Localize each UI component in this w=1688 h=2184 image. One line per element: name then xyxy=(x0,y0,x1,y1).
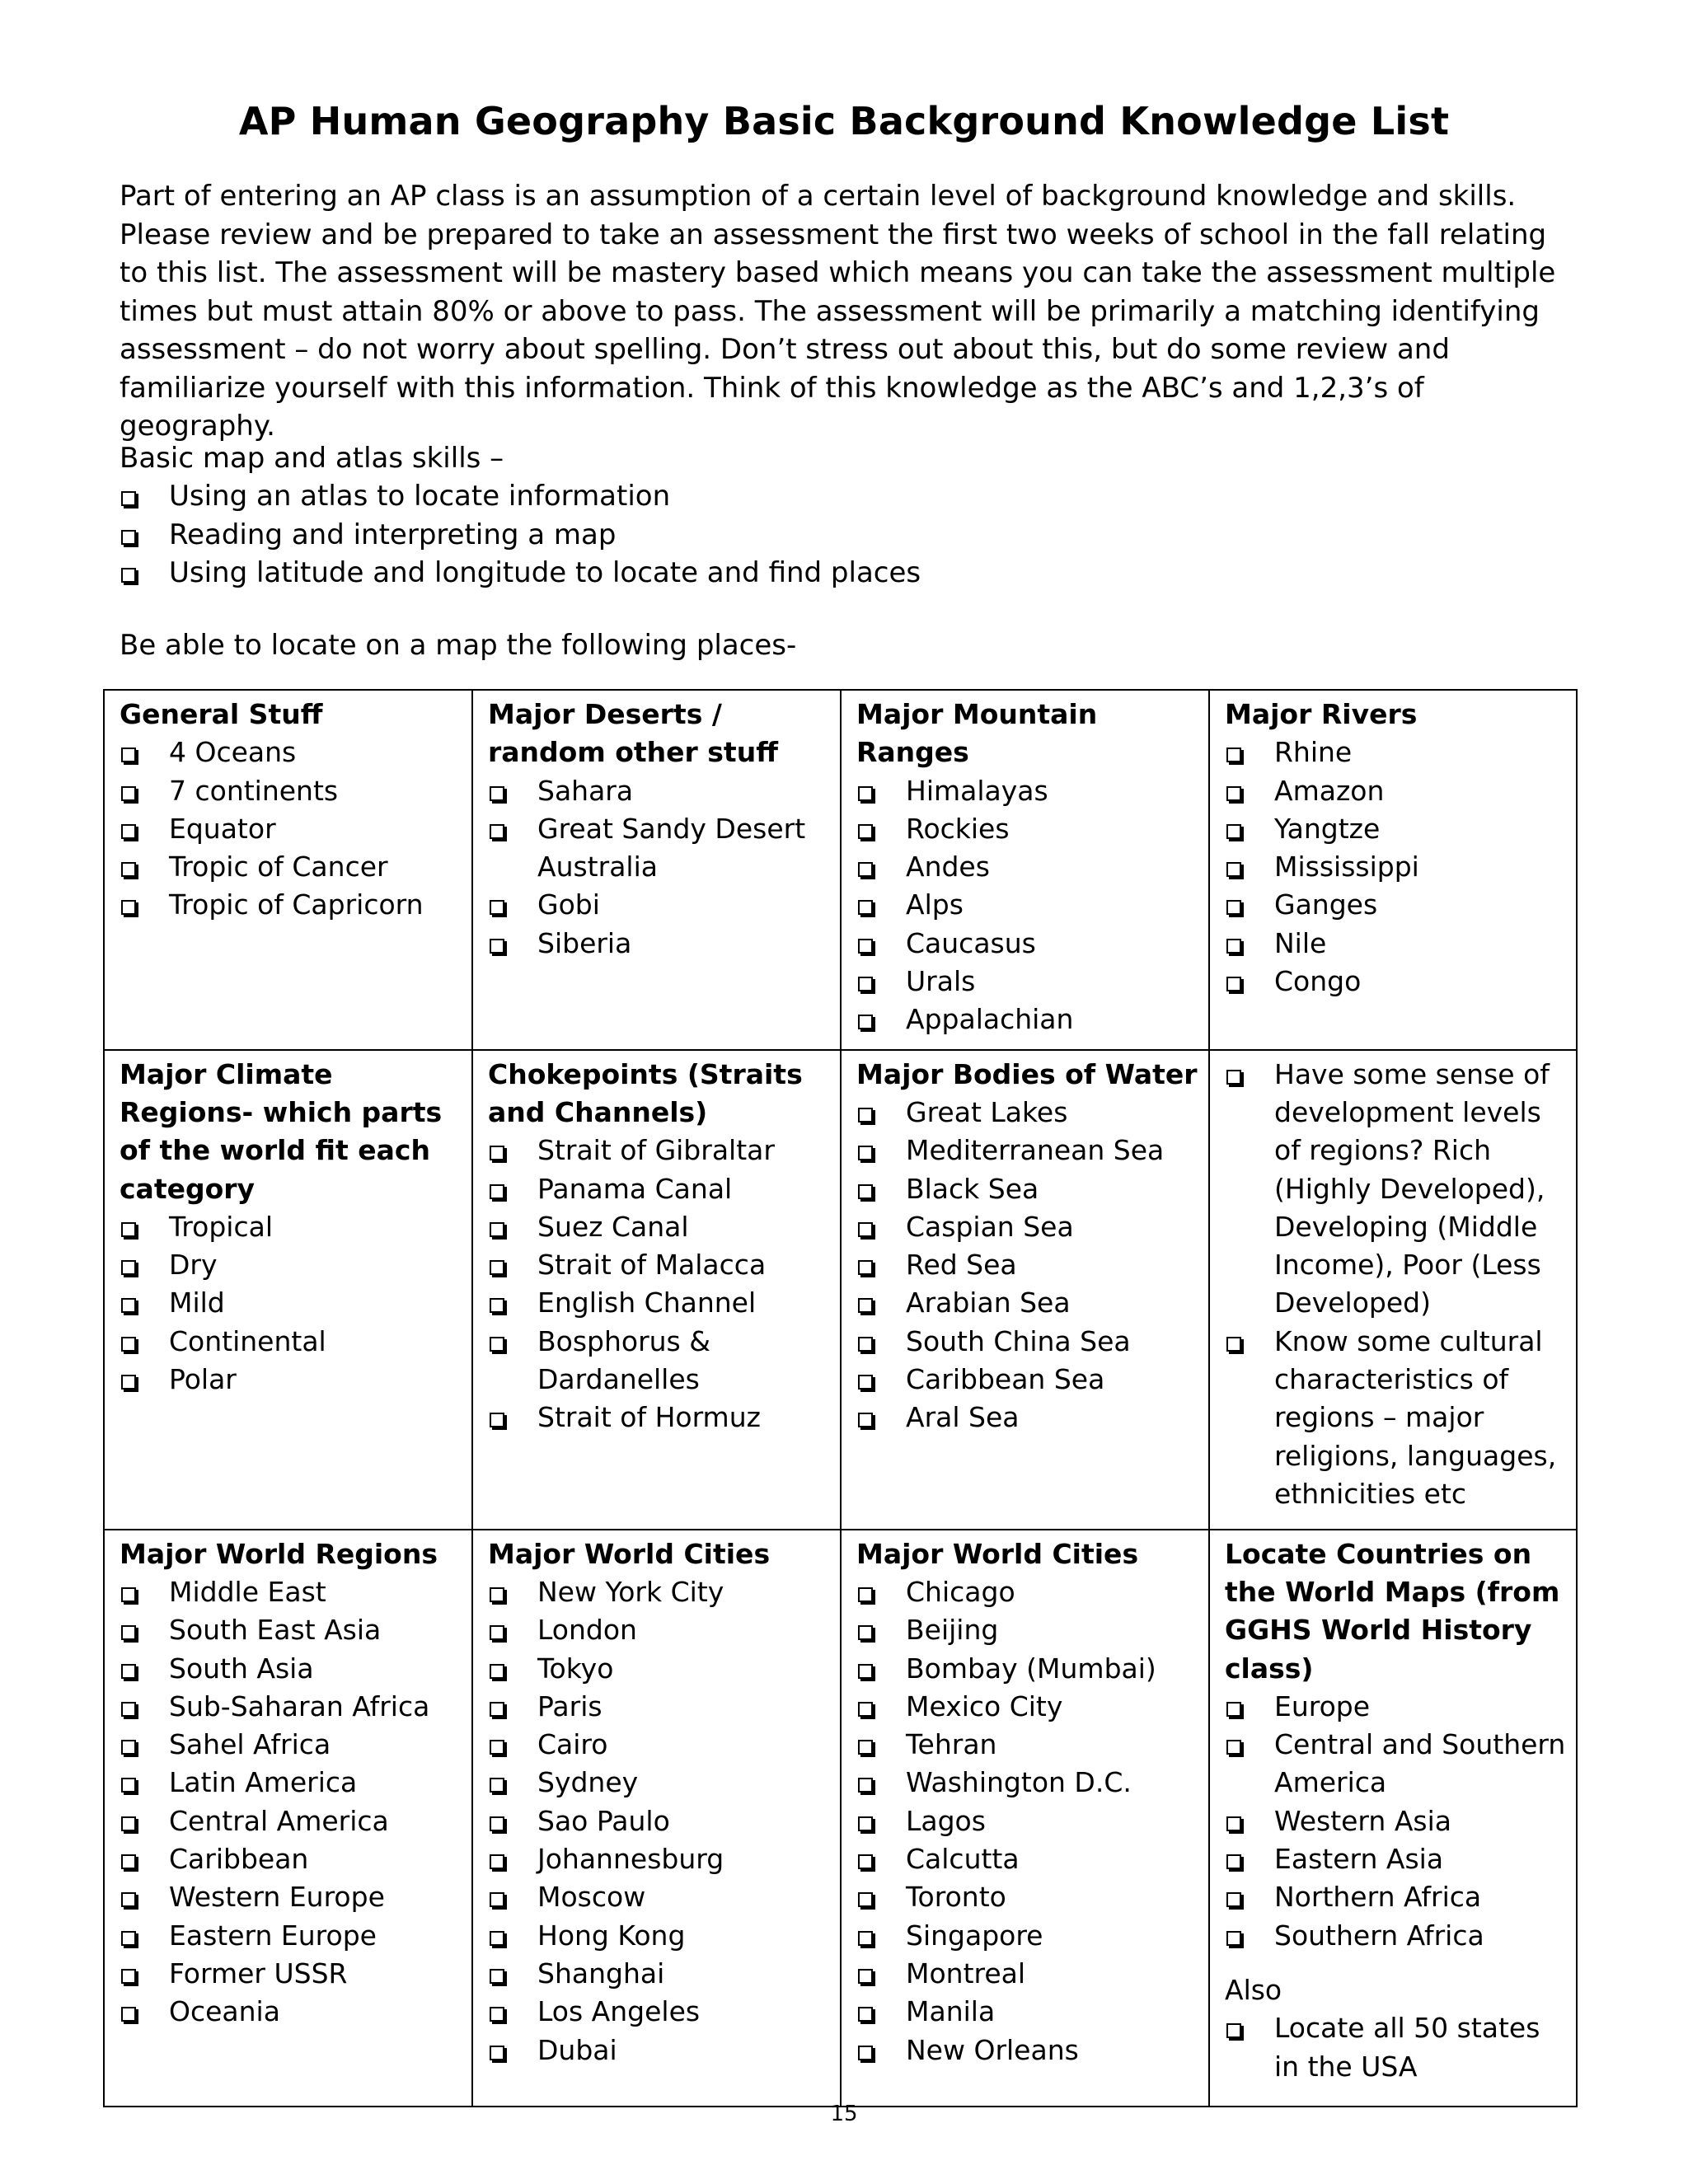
cell-water xyxy=(841,1050,1209,1530)
cell-cities-1 xyxy=(472,1530,841,2107)
checklist-item: Southern Africa xyxy=(1225,1917,1568,1955)
checklist xyxy=(1225,2009,1568,2086)
locate-heading: Be able to locate on a map the following places- xyxy=(120,629,797,662)
checklist-item: Western Europe xyxy=(120,1878,463,1916)
checklist-item: Rockies xyxy=(856,810,1200,848)
checklist xyxy=(856,772,1200,1039)
checklist-item: Caucasus xyxy=(856,925,1200,963)
intro-paragraph: Part of entering an AP class is an assumption of a certain level of background knowledge and skills. Please review and be prepared to take an assessment the first two weeks of school in the fall relating to this list. The assessment will be mastery based which means you can take the assessment multiple times but must attain 80% or above to pass. The assessment will be primarily a matching identifying assessment – do not worry about spelling. Don’t stress out about this, but do some review and familiarize yourself with this information. Think of this knowledge as the ABC’s and 1,2,3’s of geography. xyxy=(120,180,1556,443)
checklist-item: Europe xyxy=(1225,1688,1568,1726)
checklist-item: Locate all 50 states in the USA xyxy=(1225,2009,1568,2086)
cell-mountains xyxy=(841,690,1209,1050)
checklist xyxy=(488,1132,832,1436)
checklist-item: Mild xyxy=(120,1284,463,1322)
checklist-item: Chicago xyxy=(856,1573,1200,1611)
checklist-item: Los Angeles xyxy=(488,1993,832,2031)
checklist-item: Paris xyxy=(488,1688,832,1726)
checklist-item: Central and Southern America xyxy=(1225,1726,1568,1802)
checklist-item: London xyxy=(488,1611,832,1649)
also-label: Also xyxy=(1225,1973,1282,2006)
checklist-item: Middle East xyxy=(120,1573,463,1611)
checklist-item: Andes xyxy=(856,848,1200,886)
cell-climate xyxy=(104,1050,472,1530)
checklist xyxy=(1225,1056,1568,1514)
places-table xyxy=(103,689,1578,2107)
checklist xyxy=(856,1094,1200,1437)
checklist-item: Central America xyxy=(120,1802,463,1840)
cell-rivers xyxy=(1209,690,1577,1050)
checklist-item: Gobi xyxy=(488,886,832,924)
checklist-item: Polar xyxy=(120,1361,463,1399)
page-title: AP Human Geography Basic Background Knowledge List xyxy=(238,99,1450,143)
checklist-item: Arabian Sea xyxy=(856,1284,1200,1322)
page-number: 15 xyxy=(830,2102,858,2126)
cell-heading: Chokepoints (Straits and Channels) xyxy=(488,1057,803,1128)
checklist-item: Equator xyxy=(120,810,463,848)
checklist-item: Strait of Hormuz xyxy=(488,1399,832,1436)
checklist-item: Great Lakes xyxy=(856,1094,1200,1132)
checklist-item: English Channel xyxy=(488,1284,832,1322)
checklist-item: Caribbean Sea xyxy=(856,1361,1200,1399)
checklist-item: Sao Paulo xyxy=(488,1802,832,1840)
checklist-item: Siberia xyxy=(488,925,832,963)
checklist-item: Urals xyxy=(856,963,1200,1001)
checklist-item: Using latitude and longitude to locate and find places xyxy=(120,554,921,593)
cell-general-stuff xyxy=(104,690,472,1050)
cell-deserts xyxy=(472,690,841,1050)
checklist-item: Amazon xyxy=(1225,772,1568,810)
checklist-item: Washington D.C. xyxy=(856,1764,1200,1802)
checklist xyxy=(1225,1688,1568,1955)
cell-heading: Major Mountain Ranges xyxy=(856,698,1098,769)
checklist-item: Cairo xyxy=(488,1726,832,1764)
checklist-item: New Orleans xyxy=(856,2032,1200,2069)
checklist-item: Great Sandy Desert Australia xyxy=(488,810,832,887)
checklist-item: Tropical xyxy=(120,1208,463,1246)
checklist-item: Using an atlas to locate information xyxy=(120,477,921,516)
checklist-item: Oceania xyxy=(120,1993,463,2031)
cell-chokepoints xyxy=(472,1050,841,1530)
checklist-item: Toronto xyxy=(856,1878,1200,1916)
checklist-item: Congo xyxy=(1225,963,1568,1001)
checklist-item: Nile xyxy=(1225,925,1568,963)
checklist-item: New York City xyxy=(488,1573,832,1611)
checklist-item: Lagos xyxy=(856,1802,1200,1840)
checklist-item: Panama Canal xyxy=(488,1170,832,1208)
cell-heading: Major World Cities xyxy=(856,1537,1139,1570)
checklist-item: Bombay (Mumbai) xyxy=(856,1650,1200,1688)
checklist-item: Rhine xyxy=(1225,733,1568,771)
checklist-item: Appalachian xyxy=(856,1001,1200,1038)
checklist-item: Calcutta xyxy=(856,1840,1200,1878)
checklist-item: Shanghai xyxy=(488,1955,832,1993)
checklist-item: Reading and interpreting a map xyxy=(120,516,921,555)
checklist-item: South East Asia xyxy=(120,1611,463,1649)
checklist xyxy=(488,772,832,963)
checklist xyxy=(120,1208,463,1399)
checklist-item: Continental xyxy=(120,1323,463,1361)
checklist-item: Caspian Sea xyxy=(856,1208,1200,1246)
checklist-item: Have some sense of development levels of regions? Rich (Highly Developed), Developing (Middle Income), Poor (Less Developed) xyxy=(1225,1056,1568,1323)
checklist xyxy=(856,1573,1200,2069)
checklist-item: 7 continents xyxy=(120,772,463,810)
checklist-item: Sub-Saharan Africa xyxy=(120,1688,463,1726)
checklist-item: Know some cultural characteristics of regions – major religions, languages, ethnicities etc xyxy=(1225,1323,1568,1513)
cell-heading: Major World Cities xyxy=(488,1537,771,1570)
checklist-item: Aral Sea xyxy=(856,1399,1200,1436)
checklist-item: South Asia xyxy=(120,1650,463,1688)
checklist-item: Sahel Africa xyxy=(120,1726,463,1764)
cell-heading: Major Deserts / random other stuff xyxy=(488,698,778,769)
checklist-item: Singapore xyxy=(856,1917,1200,1955)
checklist-item: Mexico City xyxy=(856,1688,1200,1726)
checklist-item: Sahara xyxy=(488,772,832,810)
skills-heading: Basic map and atlas skills – xyxy=(120,442,504,475)
checklist-item: Caribbean xyxy=(120,1840,463,1878)
checklist-item: South China Sea xyxy=(856,1323,1200,1361)
checklist-item: Moscow xyxy=(488,1878,832,1916)
checklist-item: Black Sea xyxy=(856,1170,1200,1208)
cell-cities-2 xyxy=(841,1530,1209,2107)
cell-heading: Locate Countries on the World Maps (from GGHS World History class) xyxy=(1225,1537,1560,1685)
checklist-item: 4 Oceans xyxy=(120,733,463,771)
checklist-item: Eastern Asia xyxy=(1225,1840,1568,1878)
checklist-item: Tropic of Cancer xyxy=(120,848,463,886)
checklist-item: Beijing xyxy=(856,1611,1200,1649)
checklist-item: Suez Canal xyxy=(488,1208,832,1246)
checklist-item: Yangtze xyxy=(1225,810,1568,848)
cell-heading: Major Bodies of Water xyxy=(856,1057,1198,1090)
checklist-item: Manila xyxy=(856,1993,1200,2031)
checklist-item: Bosphorus & Dardanelles xyxy=(488,1323,832,1399)
checklist xyxy=(488,1573,832,2069)
checklist xyxy=(120,733,463,924)
checklist-item: Sydney xyxy=(488,1764,832,1802)
skills-list xyxy=(120,477,921,593)
checklist-item: Northern Africa xyxy=(1225,1878,1568,1916)
cell-regions xyxy=(104,1530,472,2107)
checklist xyxy=(1225,733,1568,1001)
checklist-item: Ganges xyxy=(1225,886,1568,924)
checklist xyxy=(120,1573,463,2032)
cell-heading: General Stuff xyxy=(120,698,323,730)
cell-heading: Major World Regions xyxy=(120,1537,438,1570)
checklist-item: Tokyo xyxy=(488,1650,832,1688)
checklist-item: Dry xyxy=(120,1246,463,1284)
checklist-item: Hong Kong xyxy=(488,1917,832,1955)
checklist-item: Strait of Malacca xyxy=(488,1246,832,1284)
checklist-item: Eastern Europe xyxy=(120,1917,463,1955)
checklist-item: Tehran xyxy=(856,1726,1200,1764)
checklist-item: Western Asia xyxy=(1225,1802,1568,1840)
checklist-item: Alps xyxy=(856,886,1200,924)
cell-development xyxy=(1209,1050,1577,1530)
cell-heading: Major Rivers xyxy=(1225,698,1418,730)
checklist-item: Dubai xyxy=(488,2032,832,2069)
checklist-item: Montreal xyxy=(856,1955,1200,1993)
checklist-item: Mediterranean Sea xyxy=(856,1132,1200,1169)
checklist-item: Former USSR xyxy=(120,1955,463,1993)
checklist-item: Tropic of Capricorn xyxy=(120,886,463,924)
checklist-item: Johannesburg xyxy=(488,1840,832,1878)
checklist-item: Himalayas xyxy=(856,772,1200,810)
cell-countries xyxy=(1209,1530,1577,2107)
checklist-item: Latin America xyxy=(120,1764,463,1802)
checklist-item: Strait of Gibraltar xyxy=(488,1132,832,1169)
checklist-item: Red Sea xyxy=(856,1246,1200,1284)
checklist-item: Mississippi xyxy=(1225,848,1568,886)
cell-heading: Major Climate Regions- which parts of the world fit each category xyxy=(120,1057,443,1205)
